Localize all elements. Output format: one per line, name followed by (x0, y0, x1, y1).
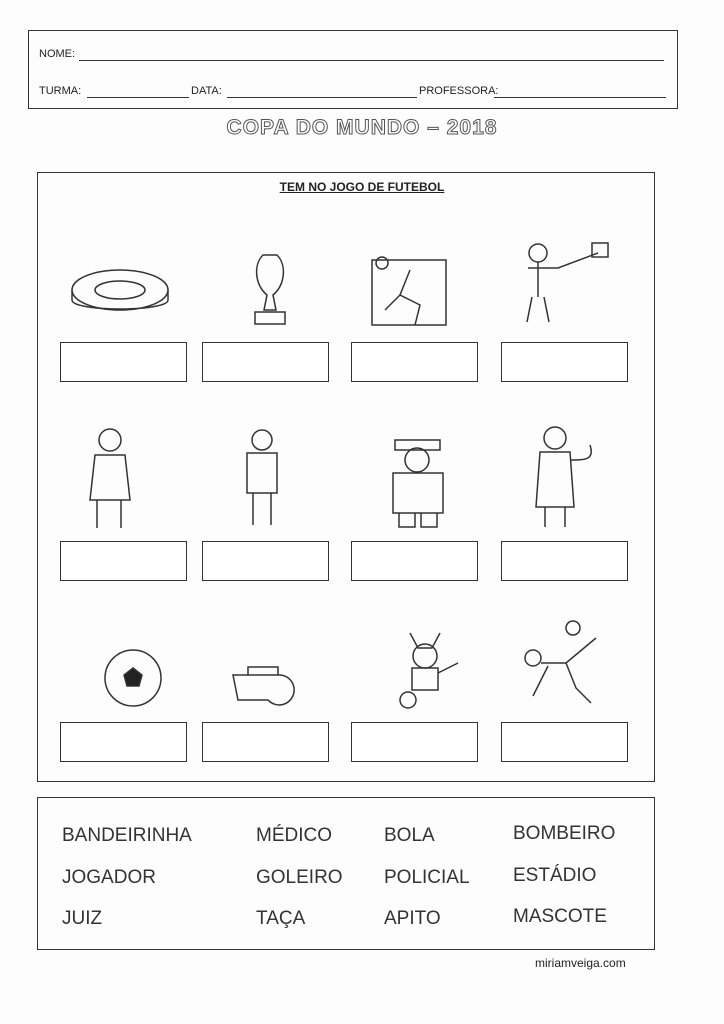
doctor-illustration (530, 420, 600, 530)
stadium-illustration (70, 260, 180, 330)
player-illustration (518, 618, 608, 708)
soccer-ball-illustration (102, 648, 164, 708)
answer-box-trophy[interactable] (202, 342, 329, 382)
name-label: NOME: (39, 48, 76, 60)
trophy-illustration (245, 250, 295, 330)
page-title: COPA DO MUNDO – 2018 (226, 116, 498, 139)
answer-box-player[interactable] (501, 722, 628, 762)
answer-box-stadium[interactable] (60, 342, 187, 382)
word-item: GOLEIRO (256, 867, 343, 888)
firefighter-illustration (235, 425, 290, 530)
word-item: MASCOTE (513, 906, 607, 927)
answer-box-mascot[interactable] (351, 722, 478, 762)
word-item: BOMBEIRO (513, 823, 616, 844)
student-info-box (28, 30, 678, 109)
word-item: JOGADOR (62, 867, 156, 888)
footer-website: miriamveiga.com (535, 956, 626, 970)
date-label: DATA: (191, 85, 222, 97)
word-item: BANDEIRINHA (62, 825, 192, 846)
teacher-field[interactable] (494, 85, 666, 98)
mascot-illustration (388, 628, 468, 710)
police-officer-illustration (385, 425, 450, 530)
word-item: ESTÁDIO (513, 865, 597, 886)
name-field[interactable] (79, 48, 664, 61)
answer-box-ball[interactable] (60, 722, 187, 762)
answer-box-firefighter[interactable] (202, 541, 329, 581)
word-item: JUIZ (62, 908, 103, 929)
linesman-illustration (520, 238, 615, 328)
exercise-subtitle: TEM NO JOGO DE FUTEBOL (279, 180, 445, 194)
answer-box-linesman[interactable] (501, 342, 628, 382)
class-field[interactable] (87, 85, 189, 98)
referee-illustration (85, 425, 145, 530)
teacher-label: PROFESSORA: (419, 85, 499, 97)
goalkeeper-illustration (370, 255, 450, 330)
word-item: MÉDICO (256, 825, 332, 846)
answer-box-whistle[interactable] (202, 722, 329, 762)
answer-box-doctor[interactable] (501, 541, 628, 581)
answer-box-referee[interactable] (60, 541, 187, 581)
class-label: TURMA: (39, 85, 82, 97)
word-item: TAÇA (256, 908, 306, 929)
answer-box-goalkeeper[interactable] (351, 342, 478, 382)
whistle-illustration (228, 660, 308, 710)
answer-box-police[interactable] (351, 541, 478, 581)
word-item: APITO (384, 908, 441, 929)
word-item: POLICIAL (384, 867, 470, 888)
word-item: BOLA (384, 825, 435, 846)
date-field[interactable] (227, 85, 417, 98)
